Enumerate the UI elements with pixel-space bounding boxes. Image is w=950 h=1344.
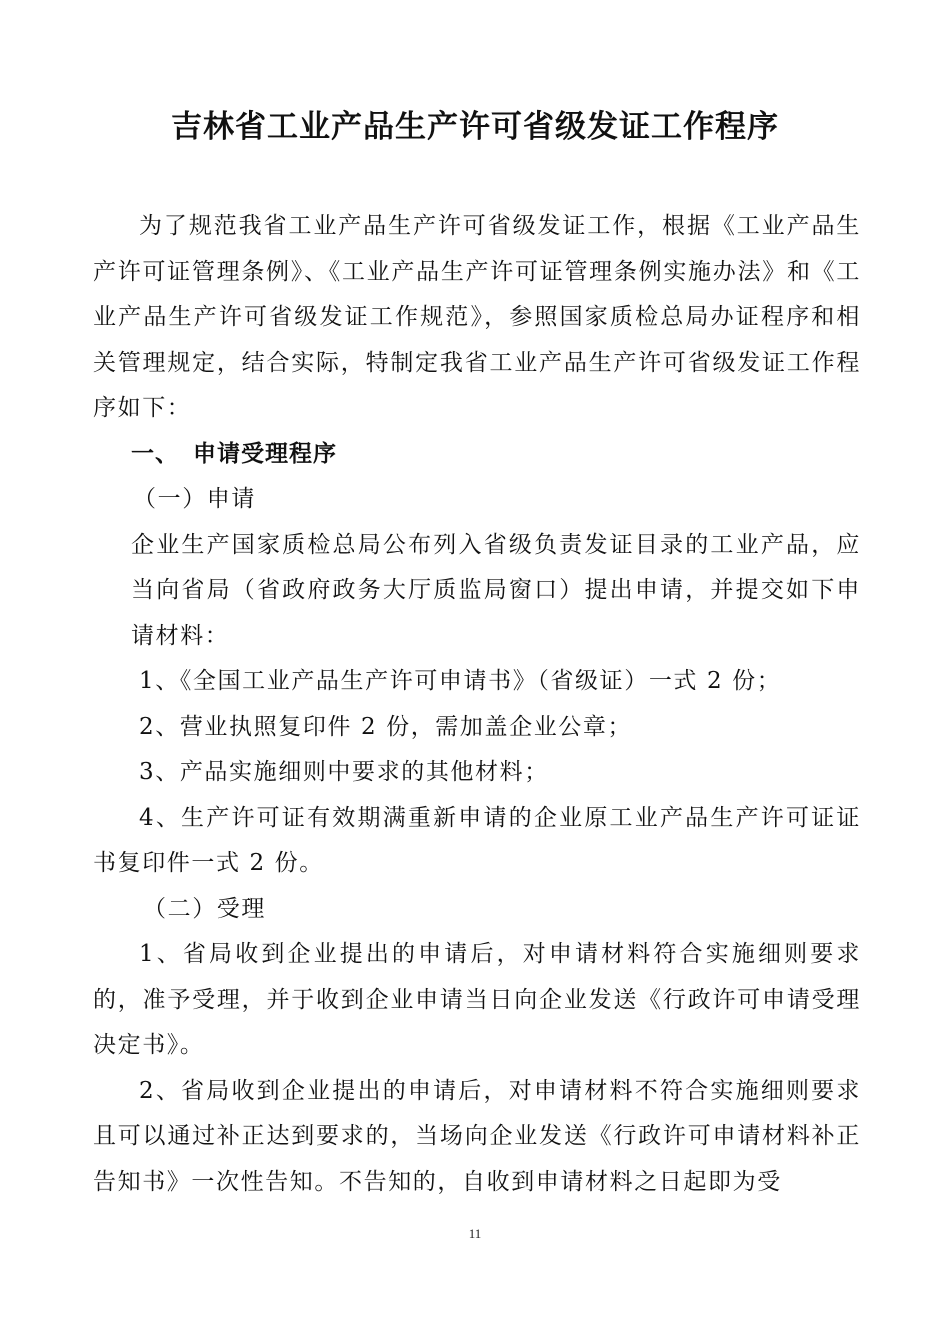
- list-item: 1、省局收到企业提出的申请后，对申请材料符合实施细则要求的，准予受理，并于收到企业申请当日向企业发送《行政许可申请受理决定书》。: [93, 941, 861, 1058]
- subsection-heading-accept: （二）受理: [143, 895, 266, 922]
- section-number: 一、: [131, 440, 179, 467]
- apply-paragraph: 企业生产国家质检总局公布列入省级负责发证目录的工业产品，应当向省局（省政府政务大厅质监局窗口）提出申请，并提交如下申请材料：: [131, 531, 861, 649]
- list-item: 2、省局收到企业提出的申请后，对申请材料不符合实施细则要求且可以通过补正达到要求的，当场向企业发送《行政许可申请材料补正告知书》一次性告知。不告知的，自收到申请材料之日起即为受: [93, 1077, 861, 1195]
- section-title: 申请受理程序: [193, 440, 337, 467]
- intro-paragraph: 为了规范我省工业产品生产许可省级发证工作，根据《工业产品生产许可证管理条例》、《工业产品生产许可证管理条例实施办法》和《工业产品生产许可省级发证工作规范》，参照国家质检总局办证程序和相关管理规定，结合实际，特制定我省工业产品生产许可省级发证工作程序如下：: [93, 213, 861, 421]
- list-item: 4、生产许可证有效期满重新申请的企业原工业产品生产许可证证书复印件一式 2 份。: [93, 804, 861, 876]
- list-item: 3、产品实施细则中要求的其他材料；: [139, 759, 549, 785]
- page-number: 11: [468, 1226, 482, 1241]
- document-body: [93, 204, 861, 1205]
- document-title: 吉林省工业产品生产许可省级发证工作程序: [171, 109, 779, 145]
- section-heading: [93, 432, 861, 478]
- list-item: 1、《全国工业产品生产许可申请书》（省级证）一式 2 份；: [139, 668, 782, 694]
- subsection-heading-apply: （一）申请: [133, 486, 256, 512]
- list-item: 2、营业执照复印件 2 份，需加盖企业公章；: [139, 713, 633, 740]
